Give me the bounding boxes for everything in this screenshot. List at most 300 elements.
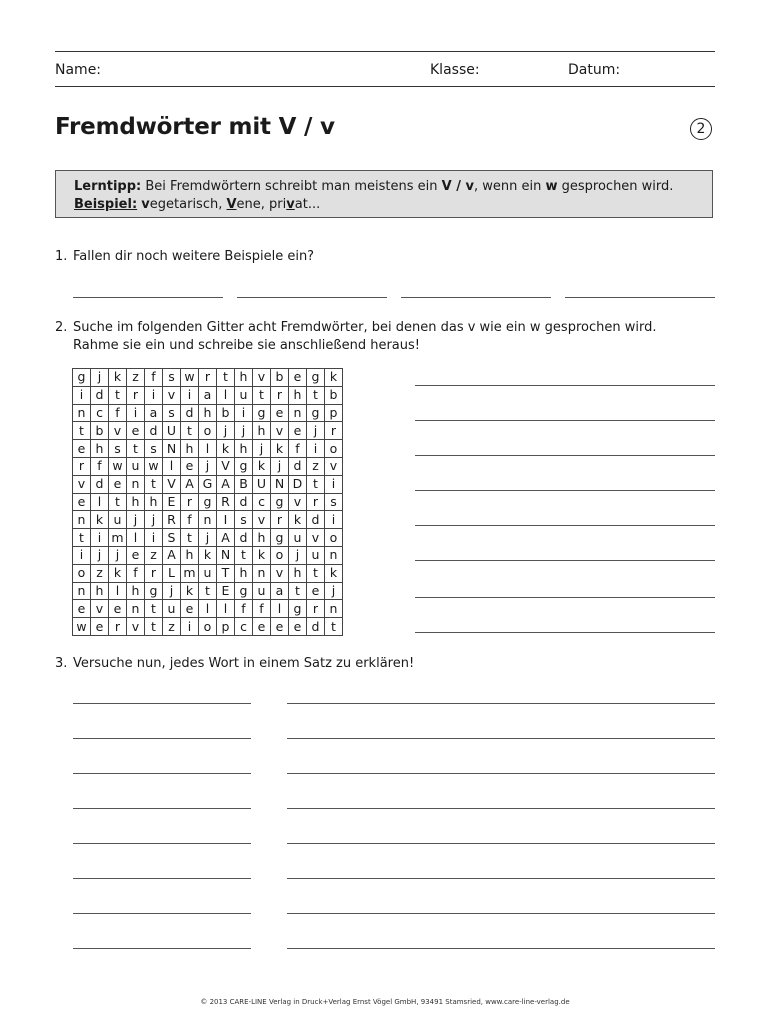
grid-cell[interactable]: i <box>181 618 199 636</box>
grid-cell[interactable]: e <box>289 422 307 440</box>
task-1-answer-line[interactable] <box>73 297 223 298</box>
task-1-number: 1. <box>55 249 68 264</box>
word-line[interactable] <box>73 703 251 704</box>
grid-cell[interactable]: g <box>199 493 217 511</box>
grid-cell[interactable]: r <box>199 369 217 387</box>
grid-cell[interactable]: v <box>307 529 325 547</box>
grid-cell[interactable]: d <box>235 529 253 547</box>
grid-cell[interactable]: r <box>325 422 343 440</box>
grid-cell[interactable]: o <box>73 564 91 582</box>
tip-line <box>74 178 694 196</box>
task-2 <box>55 319 656 355</box>
page-title: Fremdwörter mit V / v <box>55 114 335 140</box>
grid-cell[interactable]: s <box>163 404 181 422</box>
grid-cell[interactable]: w <box>73 618 91 636</box>
grid-cell[interactable]: h <box>235 369 253 387</box>
header-bottom-rule <box>55 86 715 87</box>
grid-cell[interactable]: k <box>199 546 217 564</box>
example-3-rest: at... <box>294 197 321 212</box>
grid-cell[interactable]: e <box>127 546 145 564</box>
grid-cell[interactable]: r <box>109 618 127 636</box>
grid-cell[interactable]: e <box>307 582 325 600</box>
grid-cell[interactable]: n <box>253 564 271 582</box>
grid-cell[interactable]: e <box>289 618 307 636</box>
grid-cell[interactable]: k <box>217 440 235 458</box>
grid-cell[interactable]: A <box>163 546 181 564</box>
grid-cell[interactable]: b <box>91 422 109 440</box>
grid-cell[interactable]: i <box>91 529 109 547</box>
grid-cell[interactable]: v <box>127 618 145 636</box>
grid-row <box>73 440 343 458</box>
grid-cell[interactable]: i <box>145 529 163 547</box>
word-line[interactable] <box>73 843 251 844</box>
word-search-grid[interactable] <box>72 368 343 636</box>
sentence-line[interactable] <box>287 773 715 774</box>
grid-row <box>73 386 343 404</box>
grid-cell[interactable]: z <box>163 618 181 636</box>
page-number-badge: 2 <box>690 118 712 140</box>
grid-cell[interactable]: t <box>73 529 91 547</box>
grid-cell[interactable]: h <box>253 422 271 440</box>
word-line[interactable] <box>73 913 251 914</box>
grid-cell[interactable]: L <box>163 564 181 582</box>
word-line[interactable] <box>73 738 251 739</box>
grid-cell[interactable]: i <box>73 546 91 564</box>
word-line[interactable] <box>73 878 251 879</box>
grid-row <box>73 600 343 618</box>
grid-cell[interactable]: R <box>163 511 181 529</box>
grid-cell[interactable]: r <box>145 564 163 582</box>
grid-cell[interactable]: j <box>163 582 181 600</box>
grid-cell[interactable]: s <box>163 369 181 387</box>
grid-cell[interactable]: e <box>253 618 271 636</box>
grid-row <box>73 564 343 582</box>
grid-cell[interactable]: w <box>145 457 163 475</box>
grid-cell[interactable]: f <box>181 511 199 529</box>
grid-cell[interactable]: j <box>91 369 109 387</box>
grid-cell[interactable]: E <box>217 582 235 600</box>
grid-cell[interactable]: l <box>217 386 235 404</box>
grid-cell[interactable]: w <box>181 369 199 387</box>
grid-cell[interactable]: j <box>109 546 127 564</box>
grid-cell[interactable]: f <box>289 440 307 458</box>
grid-cell[interactable]: k <box>181 582 199 600</box>
grid-cell[interactable]: k <box>109 369 127 387</box>
grid-cell[interactable]: e <box>73 600 91 618</box>
example-line <box>74 196 694 214</box>
grid-cell[interactable]: h <box>127 582 145 600</box>
grid-cell[interactable]: t <box>181 529 199 547</box>
grid-cell[interactable]: p <box>325 404 343 422</box>
task-1-text: Fallen dir noch weitere Beispiele ein? <box>73 249 315 264</box>
grid-cell[interactable]: l <box>271 600 289 618</box>
grid-cell[interactable]: j <box>145 511 163 529</box>
grid-cell[interactable]: z <box>307 457 325 475</box>
task-2-answer-line[interactable] <box>415 455 715 456</box>
grid-cell[interactable]: o <box>199 618 217 636</box>
grid-cell[interactable]: g <box>307 404 325 422</box>
grid-cell[interactable]: u <box>253 582 271 600</box>
grid-cell[interactable]: e <box>181 600 199 618</box>
grid-cell[interactable]: d <box>91 475 109 493</box>
grid-cell[interactable]: u <box>235 386 253 404</box>
grid-cell[interactable]: d <box>181 404 199 422</box>
grid-cell[interactable]: B <box>235 475 253 493</box>
grid-cell[interactable]: b <box>325 386 343 404</box>
grid-cell[interactable]: f <box>253 600 271 618</box>
grid-cell[interactable]: a <box>199 386 217 404</box>
sentence-line[interactable] <box>287 808 715 809</box>
grid-cell[interactable]: j <box>127 511 145 529</box>
grid-cell[interactable]: l <box>91 493 109 511</box>
grid-cell[interactable]: g <box>145 582 163 600</box>
grid-cell[interactable]: j <box>199 529 217 547</box>
grid-cell[interactable]: U <box>163 422 181 440</box>
grid-cell[interactable]: v <box>109 422 127 440</box>
grid-cell[interactable]: o <box>325 440 343 458</box>
grid-cell[interactable]: h <box>91 582 109 600</box>
grid-cell[interactable]: G <box>199 475 217 493</box>
example-1-rest: egetarisch, <box>149 197 227 212</box>
task-1 <box>55 248 314 266</box>
tip-box <box>55 170 713 218</box>
word-line[interactable] <box>73 948 251 949</box>
grid-cell[interactable]: r <box>307 493 325 511</box>
task-1-answer-line[interactable] <box>565 297 715 298</box>
grid-cell[interactable]: i <box>145 386 163 404</box>
task-1-answer-line[interactable] <box>237 297 387 298</box>
grid-row <box>73 369 343 387</box>
grid-cell[interactable]: g <box>271 529 289 547</box>
grid-cell[interactable]: u <box>109 511 127 529</box>
grid-cell[interactable]: v <box>253 369 271 387</box>
grid-cell[interactable]: i <box>235 404 253 422</box>
grid-cell[interactable]: r <box>271 511 289 529</box>
grid-row <box>73 404 343 422</box>
grid-cell[interactable]: T <box>217 564 235 582</box>
grid-cell[interactable]: j <box>235 422 253 440</box>
grid-cell[interactable]: j <box>325 582 343 600</box>
grid-cell[interactable]: u <box>199 564 217 582</box>
grid-cell[interactable]: n <box>325 546 343 564</box>
sentence-line[interactable] <box>287 948 715 949</box>
grid-cell[interactable]: d <box>307 618 325 636</box>
grid-row <box>73 529 343 547</box>
sentence-line[interactable] <box>287 738 715 739</box>
grid-cell[interactable]: E <box>163 493 181 511</box>
grid-cell[interactable]: v <box>91 600 109 618</box>
grid-cell[interactable]: d <box>145 422 163 440</box>
grid-row <box>73 582 343 600</box>
grid-cell[interactable]: t <box>109 386 127 404</box>
grid-cell[interactable]: g <box>73 369 91 387</box>
grid-cell[interactable]: S <box>163 529 181 547</box>
grid-cell[interactable]: l <box>163 457 181 475</box>
grid-cell[interactable]: v <box>163 386 181 404</box>
grid-cell[interactable]: t <box>307 386 325 404</box>
grid-cell[interactable]: t <box>235 546 253 564</box>
grid-cell[interactable]: u <box>289 529 307 547</box>
grid-cell[interactable]: p <box>217 618 235 636</box>
grid-cell[interactable]: g <box>307 369 325 387</box>
grid-cell[interactable]: g <box>253 404 271 422</box>
grid-cell[interactable]: e <box>73 440 91 458</box>
grid-cell[interactable]: t <box>307 475 325 493</box>
grid-row <box>73 475 343 493</box>
grid-cell[interactable]: d <box>289 457 307 475</box>
task-2-number: 2. <box>55 320 68 335</box>
grid-cell[interactable]: h <box>145 493 163 511</box>
grid-cell[interactable]: A <box>181 475 199 493</box>
grid-cell[interactable]: f <box>235 600 253 618</box>
grid-cell[interactable]: d <box>307 511 325 529</box>
grid-cell[interactable]: t <box>73 422 91 440</box>
grid-cell[interactable]: t <box>127 440 145 458</box>
grid-cell[interactable]: e <box>73 493 91 511</box>
grid-cell[interactable]: b <box>271 369 289 387</box>
grid-cell[interactable]: V <box>217 457 235 475</box>
grid-cell[interactable]: t <box>181 422 199 440</box>
grid-row <box>73 422 343 440</box>
grid-cell[interactable]: l <box>217 600 235 618</box>
sentence-line[interactable] <box>287 878 715 879</box>
grid-cell[interactable]: v <box>271 564 289 582</box>
grid-cell[interactable]: e <box>127 422 145 440</box>
grid-cell[interactable]: l <box>127 529 145 547</box>
grid-cell[interactable]: k <box>271 440 289 458</box>
grid-cell[interactable]: N <box>163 440 181 458</box>
task-2-answer-line[interactable] <box>415 385 715 386</box>
grid-cell[interactable]: r <box>73 457 91 475</box>
task-1-answer-line[interactable] <box>401 297 551 298</box>
grid-cell[interactable]: D <box>289 475 307 493</box>
grid-cell[interactable]: j <box>253 440 271 458</box>
example-1-bold: v <box>141 197 150 212</box>
grid-cell[interactable]: i <box>325 511 343 529</box>
grid-cell[interactable]: t <box>145 475 163 493</box>
date-label: Datum: <box>568 62 621 78</box>
grid-cell[interactable]: o <box>325 529 343 547</box>
grid-cell[interactable]: j <box>307 422 325 440</box>
grid-cell[interactable]: R <box>217 493 235 511</box>
grid-cell[interactable]: V <box>163 475 181 493</box>
grid-cell[interactable]: g <box>271 493 289 511</box>
grid-cell[interactable]: f <box>91 457 109 475</box>
grid-cell[interactable]: e <box>109 475 127 493</box>
grid-cell[interactable]: d <box>235 493 253 511</box>
grid-cell[interactable]: r <box>271 386 289 404</box>
grid-cell[interactable]: A <box>217 529 235 547</box>
grid-cell[interactable]: n <box>325 600 343 618</box>
grid-cell[interactable]: h <box>235 440 253 458</box>
grid-cell[interactable]: j <box>289 546 307 564</box>
grid-cell[interactable]: h <box>235 564 253 582</box>
grid-cell[interactable]: j <box>199 457 217 475</box>
grid-cell[interactable]: z <box>127 369 145 387</box>
grid-cell[interactable]: s <box>235 511 253 529</box>
grid-cell[interactable]: v <box>325 457 343 475</box>
grid-cell[interactable]: f <box>127 564 145 582</box>
sentence-line[interactable] <box>287 843 715 844</box>
grid-cell[interactable]: v <box>73 475 91 493</box>
sentence-line[interactable] <box>287 913 715 914</box>
grid-cell[interactable]: h <box>289 564 307 582</box>
name-label: Name: <box>55 62 102 78</box>
tip-text-3: gesprochen wird. <box>557 179 674 194</box>
grid-cell[interactable]: n <box>73 511 91 529</box>
grid-cell[interactable]: n <box>127 475 145 493</box>
task-3 <box>55 655 414 673</box>
sentence-line[interactable] <box>287 703 715 704</box>
grid-cell[interactable]: h <box>91 440 109 458</box>
grid-cell[interactable]: t <box>217 369 235 387</box>
grid-cell[interactable]: A <box>217 475 235 493</box>
grid-cell[interactable]: v <box>271 422 289 440</box>
grid-cell[interactable]: i <box>307 440 325 458</box>
grid-cell[interactable]: k <box>289 511 307 529</box>
header-top-rule <box>55 51 715 52</box>
task-2-answer-line[interactable] <box>415 632 715 633</box>
grid-cell[interactable]: m <box>181 564 199 582</box>
grid-cell[interactable]: i <box>127 404 145 422</box>
grid-cell[interactable]: h <box>199 404 217 422</box>
grid-cell[interactable]: I <box>217 511 235 529</box>
grid-row <box>73 511 343 529</box>
grid-cell[interactable]: r <box>307 600 325 618</box>
grid-cell[interactable]: k <box>325 369 343 387</box>
task-2-answer-line[interactable] <box>415 490 715 491</box>
grid-cell[interactable]: b <box>217 404 235 422</box>
grid-cell[interactable]: e <box>181 457 199 475</box>
task-2-line-2: Rahme sie ein und schreibe sie anschließend heraus! <box>73 338 421 353</box>
grid-cell[interactable]: f <box>145 369 163 387</box>
grid-cell[interactable]: h <box>181 440 199 458</box>
grid-cell[interactable]: a <box>145 404 163 422</box>
tip-label: Lerntipp: <box>74 179 142 194</box>
example-label: Beispiel: <box>74 197 138 212</box>
grid-cell[interactable]: f <box>109 404 127 422</box>
grid-cell[interactable]: e <box>109 600 127 618</box>
grid-cell[interactable]: h <box>289 386 307 404</box>
grid-cell[interactable]: j <box>91 546 109 564</box>
grid-cell[interactable]: c <box>91 404 109 422</box>
task-3-number: 3. <box>55 656 68 671</box>
grid-cell[interactable]: g <box>235 582 253 600</box>
grid-cell[interactable]: z <box>145 546 163 564</box>
grid-cell[interactable]: n <box>73 582 91 600</box>
copyright-footer: © 2013 CARE-LINE Verlag in Druck+Verlag Ernst Vögel GmbH, 93491 Stamsried, www.care-line-verlag.de <box>200 998 570 1006</box>
grid-cell[interactable]: j <box>271 457 289 475</box>
grid-cell[interactable]: U <box>253 475 271 493</box>
grid-cell[interactable]: l <box>199 440 217 458</box>
grid-cell[interactable]: i <box>325 475 343 493</box>
grid-cell[interactable]: n <box>199 511 217 529</box>
grid-cell[interactable]: g <box>289 600 307 618</box>
grid-cell[interactable]: t <box>145 600 163 618</box>
grid-cell[interactable]: e <box>289 369 307 387</box>
grid-cell[interactable]: k <box>253 546 271 564</box>
grid-cell[interactable]: N <box>271 475 289 493</box>
tip-text-2: , wenn ein <box>473 179 546 194</box>
task-2-answer-line[interactable] <box>415 597 715 598</box>
grid-cell[interactable]: c <box>253 493 271 511</box>
grid-cell[interactable]: t <box>199 582 217 600</box>
grid-cell[interactable]: l <box>109 582 127 600</box>
grid-cell[interactable]: n <box>289 404 307 422</box>
grid-cell[interactable]: e <box>271 618 289 636</box>
task-2-answer-line[interactable] <box>415 420 715 421</box>
grid-cell[interactable]: v <box>289 493 307 511</box>
grid-cell[interactable]: t <box>253 386 271 404</box>
grid-cell[interactable]: s <box>145 440 163 458</box>
grid-cell[interactable]: e <box>271 404 289 422</box>
grid-row <box>73 618 343 636</box>
word-line[interactable] <box>73 773 251 774</box>
grid-cell[interactable]: u <box>163 600 181 618</box>
grid-cell[interactable]: d <box>91 386 109 404</box>
grid-cell[interactable]: a <box>271 582 289 600</box>
grid-row <box>73 457 343 475</box>
grid-cell[interactable]: g <box>235 457 253 475</box>
task-2-answer-line[interactable] <box>415 525 715 526</box>
grid-cell[interactable]: u <box>307 546 325 564</box>
grid-cell[interactable]: s <box>325 493 343 511</box>
grid-cell[interactable]: s <box>109 440 127 458</box>
grid-cell[interactable]: i <box>73 386 91 404</box>
grid-cell[interactable]: t <box>289 582 307 600</box>
tip-text-1: Bei Fremdwörtern schreibt man meistens ein <box>141 179 442 194</box>
word-line[interactable] <box>73 808 251 809</box>
grid-cell[interactable]: h <box>181 546 199 564</box>
grid-cell[interactable]: k <box>325 564 343 582</box>
grid-cell[interactable]: e <box>91 618 109 636</box>
grid-cell[interactable]: n <box>73 404 91 422</box>
grid-cell[interactable]: t <box>325 618 343 636</box>
class-label: Klasse: <box>430 62 480 78</box>
grid-cell[interactable]: h <box>127 493 145 511</box>
tip-vv: V / v <box>441 179 474 194</box>
grid-cell[interactable]: z <box>91 564 109 582</box>
grid-cell[interactable]: n <box>127 600 145 618</box>
grid-cell[interactable]: r <box>127 386 145 404</box>
grid-cell[interactable]: h <box>253 529 271 547</box>
example-2-bold: V <box>226 197 237 212</box>
grid-cell[interactable]: k <box>253 457 271 475</box>
grid-cell[interactable]: l <box>199 600 217 618</box>
grid-cell[interactable]: k <box>109 564 127 582</box>
grid-cell[interactable]: k <box>91 511 109 529</box>
grid-cell[interactable]: o <box>199 422 217 440</box>
grid-cell[interactable]: c <box>235 618 253 636</box>
grid-cell[interactable]: N <box>217 546 235 564</box>
grid-cell[interactable]: i <box>181 386 199 404</box>
grid-cell[interactable]: j <box>217 422 235 440</box>
task-2-line-1: Suche im folgenden Gitter acht Fremdwörter, bei denen das v wie ein w gesprochen wird. <box>73 320 657 335</box>
example-2-rest: ene, pri <box>236 197 287 212</box>
tip-w: w <box>545 179 558 194</box>
grid-cell[interactable]: v <box>253 511 271 529</box>
grid-cell[interactable]: o <box>271 546 289 564</box>
grid-cell[interactable]: m <box>109 529 127 547</box>
grid-cell[interactable]: w <box>109 457 127 475</box>
task-2-answer-line[interactable] <box>415 560 715 561</box>
grid-cell[interactable]: t <box>307 564 325 582</box>
grid-cell[interactable]: r <box>181 493 199 511</box>
grid-cell[interactable]: t <box>109 493 127 511</box>
grid-cell[interactable]: t <box>145 618 163 636</box>
grid-cell[interactable]: u <box>127 457 145 475</box>
grid-row <box>73 493 343 511</box>
